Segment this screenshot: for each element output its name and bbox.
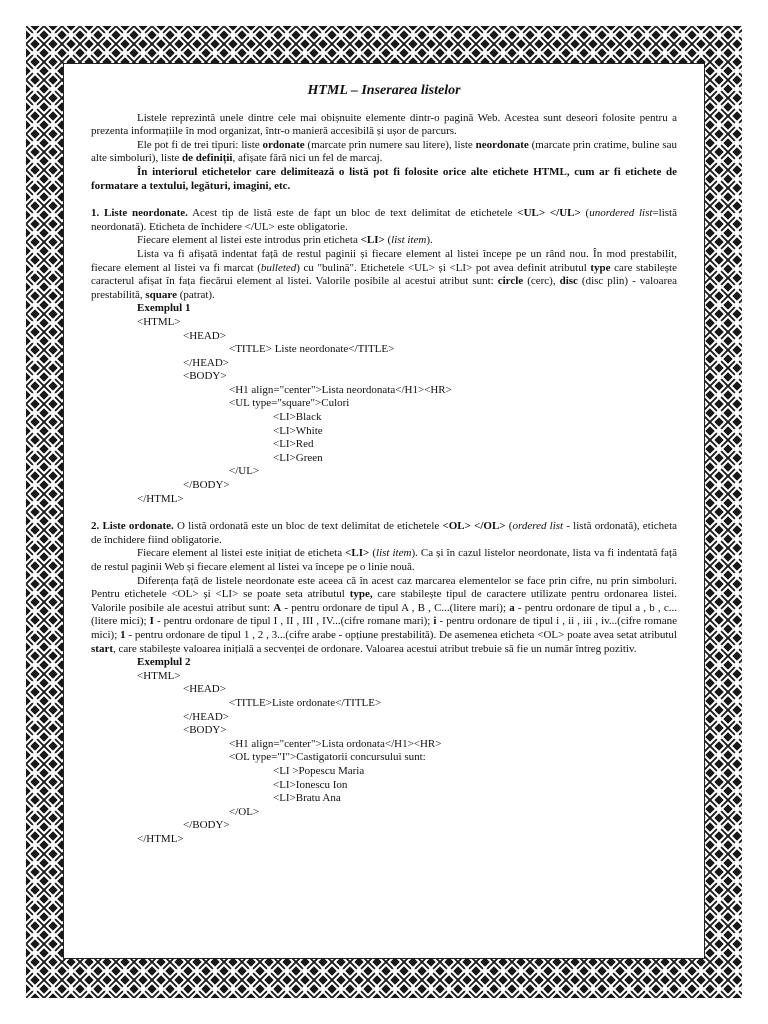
code-line: <LI >Popescu Maria: [273, 764, 365, 777]
section2-paragraph-2: Fiecare element al listei este inițiat de eticheta <LI> (list item). Ca și în cazul listelor neordonate, lista va fi indentată față de restul paginii Web și fiecare element al listei va începe pe o linie nouă.: [91, 547, 677, 573]
example-1-code: [91, 316, 677, 506]
code-line: <OL type="I">Castigatorii concursului sunt:: [229, 751, 426, 764]
section1-paragraph-2: Fiecare element al listei este introdus prin eticheta <LI> (list item).: [137, 234, 433, 247]
intro-paragraph-2: Ele pot fi de trei tipuri: liste ordonate (marcate prin numere sau litere), liste neordonate (marcate prin cratime, buline sau alte simboluri), liste de definiții, afișate fără nici un fel de marcaj.: [91, 138, 677, 165]
page-title: HTML – Inserarea listelor: [307, 83, 461, 98]
code-line: </HTML>: [137, 492, 184, 505]
code-line: <LI>Red: [273, 438, 314, 451]
code-line: </HEAD>: [183, 356, 230, 369]
code-line: <TITLE> Liste neordonate</TITLE>: [229, 343, 395, 356]
code-line: <BODY>: [183, 724, 227, 737]
code-line: </UL>: [229, 465, 260, 478]
section2-heading: 2. Liste ordonate.: [91, 520, 174, 533]
code-line: </BODY>: [183, 819, 230, 832]
section2-paragraph-3: Diferența față de listele neordonate este aceea că în acest caz marcarea elementelor se face prin cifre, nu prin simboluri. Pentru etichetele <OL> și <LI> se poate seta atributul type, care stabilește tipul de caractere utilizate pentru ordonarea listei. Valorile posibile ale acestui atribut sunt: A - pentru ordonare de tipul A , B , C...(litere mari); a - pentru ordonare de tipul a , b , c...(litere mici); I - pentru ordonare de tipul I , II , III , IV...(cifre romane mari); i - pentru ordonare de tipul i , ii , iii , iv...(cifre romane mici); 1 - pentru ordonare de tipul 1 , 2 , 3...(cifre arabe - opțiune prestabilită). De asemenea eticheta <OL> poate avea setat atributul start, care stabilește valoarea inițială a secvenței de ordonare. Valoarea acestui atribut trebuie să fie un număr întreg pozitiv.: [91, 574, 678, 655]
code-line: <HEAD>: [183, 683, 226, 696]
section1-heading: 1. Liste neordonate.: [91, 207, 188, 220]
section1-paragraph-3: Lista va fi afișată indentat față de restul paginii și fiecare element al listei începe pe un rând nou. În mod prestabilit, fiecare element al listei va fi marcat (bulleted) cu "bulină". Etichetele <UL> și <LI> pot avea definit atributul type care stabilește caracterul afișat în fața fiecărui element al listei. Valorile posibile al acestui atribut sunt: circle (cerc), disc (disc plin) - valoarea prestabilită, square (patrat).: [91, 247, 677, 301]
code-line: <LI>Black: [273, 411, 322, 424]
code-line: <HTML>: [137, 669, 181, 682]
intro-paragraph-3: În interiorul etichetelor care delimitează o listă pot fi folosite orice alte etichete HTML, cum ar fi etichete de formatare a textului, legături, imagini, etc.: [91, 165, 677, 192]
code-line: </HTML>: [137, 832, 184, 845]
code-line: <TITLE>Liste ordonate</TITLE>: [229, 696, 382, 709]
code-line: <HTML>: [137, 315, 181, 328]
section2-paragraph-1: 2. Liste ordonate. O listă ordonată este un bloc de text delimitat de etichetele <OL> </OL> (ordered list - listă ordonată), eticheta de închidere fiind obligatorie.: [91, 520, 678, 546]
code-line: <LI>Bratu Ana: [273, 792, 341, 805]
code-line: <H1 align="center">Lista ordonata</H1><HR>: [229, 737, 442, 750]
example-1-title: Exemplul 1: [137, 302, 191, 315]
code-line: <H1 align="center">Lista neordonata</H1><HR>: [229, 383, 452, 396]
code-line: <BODY>: [183, 370, 227, 383]
code-line: <UL type="square">Culori: [229, 397, 350, 410]
code-line: <LI>White: [273, 424, 323, 437]
intro-paragraph-1: Listele reprezintă unele dintre cele mai obișnuite elemente dintr-o pagină Web. Acestea sunt deseori folosite pentru a prezenta informațiile în mod organizat, într-o manieră accesibilă și ușor de parcurs.: [91, 111, 677, 138]
example-2-code: [91, 670, 677, 847]
code-line: <HEAD>: [183, 329, 226, 342]
code-line: <LI>Green: [273, 451, 323, 464]
section1-paragraph-1: 1. Liste neordonate. Acest tip de listă este de fapt un bloc de text delimitat de etichetele <UL> </UL> (unordered list=listă neordonată). Eticheta de închidere </UL> este obligatorie.: [91, 207, 677, 233]
code-line: </HEAD>: [183, 710, 230, 723]
code-line: </OL>: [229, 805, 260, 818]
document-page: [91, 84, 677, 846]
example-2-title: Exemplul 2: [137, 656, 191, 669]
code-line: </BODY>: [183, 479, 230, 492]
code-line: <LI>Ionescu Ion: [273, 778, 348, 791]
